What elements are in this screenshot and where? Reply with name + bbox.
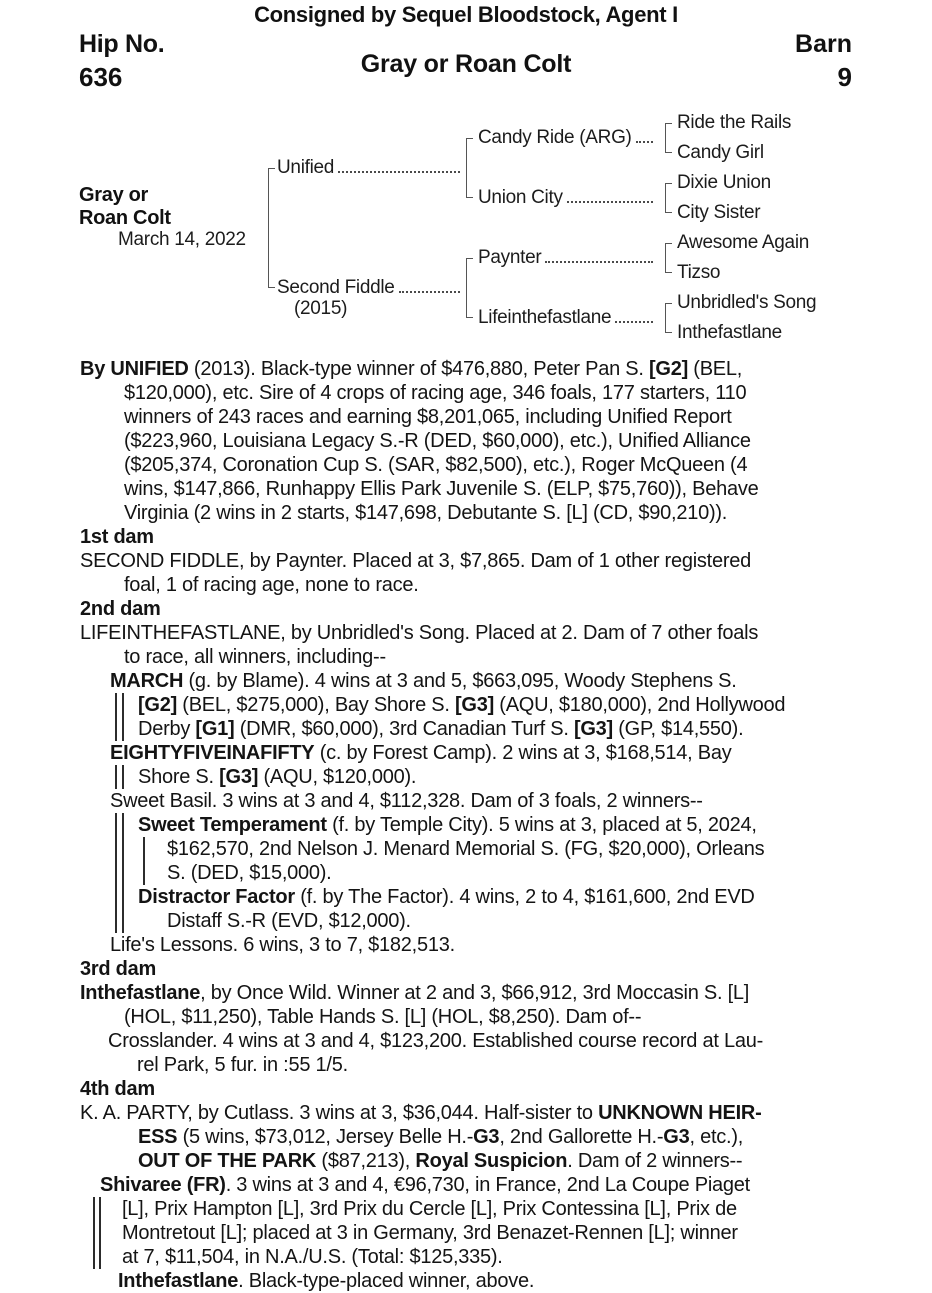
body-text-segment: (g. by Blame). 4 wins at 3 and 5, $663,095, Woody Stephens S. bbox=[183, 670, 737, 692]
pedigree-horse-name: Union City bbox=[478, 187, 563, 208]
pedigree-bracket bbox=[665, 303, 672, 333]
trace-bar bbox=[122, 813, 124, 837]
body-line-text bbox=[124, 381, 746, 405]
trace-bar bbox=[143, 861, 145, 885]
pedigree-gen3-name bbox=[677, 141, 764, 165]
body-line bbox=[80, 981, 902, 1005]
pedigree-horse-name: Candy Girl bbox=[677, 142, 764, 163]
body-line bbox=[80, 429, 902, 453]
body-line bbox=[80, 573, 902, 597]
pedigree-horse-name: City Sister bbox=[677, 202, 761, 223]
body-text-segment: (BEL, bbox=[687, 358, 743, 380]
body-text-segment: (GP, $14,550). bbox=[612, 718, 744, 740]
body-text-segment: Montretout [L]; placed at 3 in Germany, 3rd Benazet-Rennen [L]; winner bbox=[122, 1222, 738, 1244]
body-text-segment: , 2nd Gallorette H.- bbox=[499, 1126, 664, 1148]
pedigree-tree bbox=[0, 0, 932, 352]
body-bold-segment: 4th dam bbox=[80, 1078, 155, 1100]
body-text-segment: K. A. PARTY, by Cutlass. 3 wins at 3, $36,044. Half-sister to bbox=[80, 1102, 599, 1124]
body-line bbox=[80, 693, 902, 717]
pedigree-gen3-name bbox=[677, 171, 771, 195]
body-text-segment: Derby bbox=[138, 718, 196, 740]
body-text-segment: (f. by The Factor). 4 wins, 2 to 4, $161,600, 2nd EVD bbox=[294, 886, 755, 908]
body-text-segment: (5 wins, $73,012, Jersey Belle H.- bbox=[177, 1126, 474, 1148]
trace-bar bbox=[122, 909, 124, 933]
pedigree-gen2-name bbox=[478, 186, 655, 210]
body-bold-segment: OUT OF THE PARK bbox=[138, 1150, 317, 1172]
barn-label: Barn bbox=[795, 30, 852, 58]
body-text-segment: (f. by Temple City). 5 wins at 3, placed at 5, 2024, bbox=[326, 814, 757, 836]
body-line-text bbox=[124, 573, 419, 597]
body-line bbox=[80, 357, 902, 381]
body-line-text bbox=[167, 837, 764, 861]
body-line-text bbox=[137, 1053, 348, 1077]
body-text-segment: wins, $147,866, Runhappy Ellis Park Juvenile S. (ELP, $75,760)), Behave bbox=[124, 478, 759, 500]
pedigree-gen3-name bbox=[677, 321, 782, 345]
trace-bar bbox=[143, 837, 145, 861]
trace-bar bbox=[115, 693, 117, 717]
body-bold-segment: 3rd dam bbox=[80, 958, 157, 980]
pedigree-horse-name: Tizso bbox=[677, 262, 721, 283]
pedigree-horse-name: Inthefastlane bbox=[677, 322, 782, 343]
pedigree-horse-name: Candy Ride (ARG) bbox=[478, 127, 632, 148]
body-line bbox=[80, 405, 902, 429]
body-line-text bbox=[122, 1245, 503, 1269]
body-text-segment: . Dam of 2 winners-- bbox=[567, 1150, 743, 1172]
body-line bbox=[80, 717, 902, 741]
body-line bbox=[80, 933, 902, 957]
body-bold-segment: [G2] bbox=[648, 358, 688, 380]
body-line bbox=[80, 1029, 902, 1053]
body-line-text bbox=[167, 861, 331, 885]
trace-bar bbox=[93, 1245, 95, 1269]
subject-name bbox=[79, 184, 171, 230]
body-line-text bbox=[108, 1029, 763, 1053]
body-line-text bbox=[110, 669, 737, 693]
body-line bbox=[80, 885, 902, 909]
trace-bar bbox=[115, 885, 117, 909]
body-text-segment: $162,570, 2nd Nelson J. Menard Memorial S. (FG, $20,000), Orleans bbox=[167, 838, 765, 860]
body-line bbox=[80, 597, 902, 621]
body-line-text bbox=[124, 429, 751, 453]
body-bold-segment: Sweet Temperament bbox=[138, 814, 327, 836]
body-text-segment: (AQU, $120,000). bbox=[258, 766, 417, 788]
pedigree-bracket bbox=[665, 243, 672, 273]
body-line-text bbox=[122, 1197, 737, 1221]
trace-bar bbox=[115, 837, 117, 861]
pedigree-gen3-name bbox=[677, 261, 720, 285]
pedigree-bracket bbox=[665, 183, 672, 213]
body-line-text bbox=[167, 909, 411, 933]
body-text-segment: SECOND FIDDLE, by Paynter. Placed at 3, $7,865. Dam of 1 other registered bbox=[80, 550, 751, 572]
trace-bar bbox=[122, 837, 124, 861]
leader-dots bbox=[636, 141, 653, 143]
body-line-text bbox=[80, 981, 749, 1005]
pedigree-gen3-name bbox=[677, 231, 809, 255]
body-line bbox=[80, 1197, 902, 1221]
leader-dots bbox=[567, 201, 653, 203]
pedigree-bracket bbox=[466, 138, 473, 198]
body-line-text bbox=[118, 1269, 534, 1293]
body-line-text bbox=[110, 933, 455, 957]
trace-bar bbox=[122, 717, 124, 741]
body-text-segment: (c. by Forest Camp). 2 wins at 3, $168,514, Bay bbox=[314, 742, 732, 764]
body-line bbox=[80, 501, 902, 525]
body-line bbox=[80, 621, 902, 645]
body-line-text bbox=[80, 621, 758, 645]
body-text-segment: . 3 wins at 3 and 4, €96,730, in France, 2nd La Coupe Piaget bbox=[225, 1174, 750, 1196]
body-text-segment: , etc.), bbox=[689, 1126, 744, 1148]
body-line bbox=[80, 669, 902, 693]
hip-label: Hip No. bbox=[79, 30, 165, 58]
body-text-segment: at 7, $11,504, in N.A./U.S. (Total: $125,335). bbox=[122, 1246, 503, 1268]
body-text-segment: (AQU, $180,000), 2nd Hollywood bbox=[493, 694, 786, 716]
body-line bbox=[80, 813, 902, 837]
pedigree-horse-name: Unbridled's Song bbox=[677, 292, 817, 313]
body-text-segment: (2013). Black-type winner of $476,880, Peter Pan S. bbox=[188, 358, 649, 380]
hip-number: 636 bbox=[79, 62, 123, 92]
body-line bbox=[80, 837, 902, 861]
leader-dots bbox=[399, 291, 460, 293]
body-text-segment: Virginia (2 wins in 2 starts, $147,698, Debutante S. [L] (CD, $90,210)). bbox=[124, 502, 728, 524]
body-line-text bbox=[138, 1125, 743, 1149]
body-bold-segment: [G3] bbox=[219, 766, 259, 788]
body-line-text bbox=[80, 597, 161, 621]
body-line-text bbox=[124, 477, 759, 501]
body-text-segment: Life's Lessons. 6 wins, 3 to 7, $182,513. bbox=[110, 934, 455, 956]
body-text-segment: Crosslander. 4 wins at 3 and 4, $123,200. Established course record at Lau- bbox=[108, 1030, 763, 1052]
consignor-line: Consigned by Sequel Bloodstock, Agent I bbox=[254, 2, 678, 27]
body-text-segment: Sweet Basil. 3 wins at 3 and 4, $112,328. Dam of 3 foals, 2 winners-- bbox=[110, 790, 703, 812]
body-line bbox=[80, 381, 902, 405]
body-line bbox=[80, 1245, 902, 1269]
barn-number: 9 bbox=[837, 62, 852, 92]
body-bold-segment: Royal Suspicion bbox=[415, 1150, 568, 1172]
body-text-segment: ($223,960, Louisiana Legacy S.-R (DED, $60,000), etc.), Unified Alliance bbox=[124, 430, 751, 452]
body-line-text bbox=[138, 1149, 742, 1173]
trace-bar bbox=[99, 1245, 101, 1269]
body-line-text bbox=[138, 693, 785, 717]
pedigree-gen3-name bbox=[677, 291, 816, 315]
body-line bbox=[80, 1053, 902, 1077]
body-text-segment: ($205,374, Coronation Cup S. (SAR, $82,500), etc.), Roger McQueen (4 bbox=[124, 454, 748, 476]
body-line bbox=[80, 1077, 902, 1101]
body-line bbox=[80, 1269, 902, 1293]
body-line-text bbox=[124, 405, 732, 429]
trace-bar bbox=[99, 1221, 101, 1245]
body-line-text bbox=[80, 357, 742, 381]
body-text-segment: (HOL, $11,250), Table Hands S. [L] (HOL, $8,250). Dam of-- bbox=[124, 1006, 642, 1028]
pedigree-gen2-name bbox=[478, 126, 655, 150]
trace-bar bbox=[93, 1221, 95, 1245]
foal-date: March 14, 2022 bbox=[118, 229, 246, 250]
pedigree-bracket bbox=[665, 123, 672, 153]
trace-bar bbox=[115, 861, 117, 885]
body-line bbox=[80, 741, 902, 765]
leader-dots bbox=[338, 171, 460, 173]
pedigree-horse-name: Ride the Rails bbox=[677, 112, 792, 133]
body-bold-segment: [G1] bbox=[195, 718, 235, 740]
body-bold-segment: MARCH bbox=[110, 670, 184, 692]
body-line bbox=[80, 453, 902, 477]
body-bold-segment: [G2] bbox=[138, 694, 177, 716]
body-line bbox=[80, 1149, 902, 1173]
body-line-text bbox=[138, 885, 755, 909]
page-title: Gray or Roan Colt bbox=[360, 50, 572, 78]
trace-bar bbox=[93, 1197, 95, 1221]
body-line-text bbox=[80, 1101, 762, 1125]
body-line-text bbox=[138, 717, 743, 741]
body-text-segment: (DMR, $60,000), 3rd Canadian Turf S. bbox=[234, 718, 574, 740]
body-bold-segment: [G3] bbox=[573, 718, 613, 740]
body-bold-segment: Inthefastlane bbox=[118, 1270, 239, 1292]
subject-name-line1: Gray or bbox=[79, 184, 149, 206]
body-bold-segment: G3 bbox=[473, 1126, 500, 1148]
body-line bbox=[80, 645, 902, 669]
body-text-segment: Shore S. bbox=[138, 766, 220, 788]
trace-bar bbox=[115, 813, 117, 837]
pedigree-gen3-name bbox=[677, 111, 791, 135]
body-text-segment: , by Once Wild. Winner at 2 and 3, $66,912, 3rd Moccasin S. [L] bbox=[200, 982, 750, 1004]
body-text-segment: LIFEINTHEFASTLANE, by Unbridled's Song. Placed at 2. Dam of 7 other foals bbox=[80, 622, 759, 644]
body-text-segment: [L], Prix Hampton [L], 3rd Prix du Cercle [L], Prix Contessina [L], Prix de bbox=[122, 1198, 737, 1220]
body-text-segment: ($87,213), bbox=[316, 1150, 416, 1172]
body-bold-segment: EIGHTYFIVEINAFIFTY bbox=[110, 742, 315, 764]
pedigree-bracket bbox=[268, 168, 275, 288]
pedigree-gen2-name bbox=[478, 306, 655, 330]
body-text-segment: rel Park, 5 fur. in :55 1/5. bbox=[137, 1054, 348, 1076]
body-line bbox=[80, 1221, 902, 1245]
body-line bbox=[80, 1125, 902, 1149]
trace-bar bbox=[122, 693, 124, 717]
body-text-segment: winners of 243 races and earning $8,201,065, including Unified Report bbox=[124, 406, 732, 428]
body-bold-segment: UNKNOWN HEIR- bbox=[598, 1102, 762, 1124]
pedigree-bracket bbox=[466, 258, 473, 318]
body-bold-segment: ESS bbox=[138, 1126, 178, 1148]
pedigree-gen2-name bbox=[478, 246, 655, 270]
body-line-text bbox=[110, 741, 732, 765]
trace-bar bbox=[115, 765, 117, 789]
body-text-segment: S. (DED, $15,000). bbox=[167, 862, 332, 884]
pedigree-horse-name: Lifeinthefastlane bbox=[478, 307, 612, 328]
body-bold-segment: Distractor Factor bbox=[138, 886, 295, 908]
body-line-text bbox=[80, 957, 156, 981]
body-text-segment: Distaff S.-R (EVD, $12,000). bbox=[167, 910, 411, 932]
body-text bbox=[80, 357, 902, 1293]
body-bold-segment: Inthefastlane bbox=[80, 982, 201, 1004]
body-line-text bbox=[124, 453, 747, 477]
body-line-text bbox=[124, 645, 386, 669]
body-line-text bbox=[80, 549, 751, 573]
body-bold-segment: 2nd dam bbox=[80, 598, 161, 620]
body-line bbox=[80, 1101, 902, 1125]
pedigree-gen1-name bbox=[277, 156, 462, 180]
body-line-text bbox=[80, 525, 154, 549]
subject-name-line2: Roan Colt bbox=[79, 207, 171, 229]
body-line-text bbox=[138, 813, 757, 837]
body-line-text bbox=[124, 501, 727, 525]
body-line bbox=[80, 525, 902, 549]
body-line-text bbox=[100, 1173, 750, 1197]
trace-bar bbox=[115, 909, 117, 933]
trace-bar bbox=[122, 861, 124, 885]
body-text-segment: . Black-type-placed winner, above. bbox=[238, 1270, 535, 1292]
trace-bar bbox=[99, 1197, 101, 1221]
body-text-segment: to race, all winners, including-- bbox=[124, 646, 386, 668]
pedigree-gen1-year: (2015) bbox=[294, 298, 348, 319]
body-line bbox=[80, 477, 902, 501]
body-line bbox=[80, 765, 902, 789]
body-text-segment: foal, 1 of racing age, none to race. bbox=[124, 574, 419, 596]
body-bold-segment: 1st dam bbox=[80, 526, 154, 548]
trace-bar bbox=[115, 717, 117, 741]
body-text-segment: (BEL, $275,000), Bay Shore S. bbox=[177, 694, 455, 716]
body-line bbox=[80, 789, 902, 813]
body-bold-segment: By UNIFIED bbox=[80, 358, 189, 380]
body-text-segment: $120,000), etc. Sire of 4 crops of racing age, 346 foals, 177 starters, 110 bbox=[124, 382, 747, 404]
leader-dots bbox=[615, 321, 653, 323]
body-line-text bbox=[138, 765, 416, 789]
pedigree-gen3-name bbox=[677, 201, 760, 225]
body-bold-segment: [G3] bbox=[454, 694, 494, 716]
pedigree-horse-name: Unified bbox=[277, 157, 335, 178]
body-bold-segment: G3 bbox=[663, 1126, 690, 1148]
body-line bbox=[80, 549, 902, 573]
pedigree-horse-name: Second Fiddle bbox=[277, 277, 395, 298]
body-line-text bbox=[110, 789, 703, 813]
pedigree-horse-name: Paynter bbox=[478, 247, 542, 268]
trace-bar bbox=[122, 885, 124, 909]
body-line-text bbox=[124, 1005, 641, 1029]
body-line bbox=[80, 1173, 902, 1197]
pedigree-horse-name: Dixie Union bbox=[677, 172, 771, 193]
trace-bar bbox=[122, 765, 124, 789]
body-line bbox=[80, 1005, 902, 1029]
body-bold-segment: Shivaree (FR) bbox=[100, 1174, 226, 1196]
body-line-text bbox=[80, 1077, 155, 1101]
pedigree-gen1-name bbox=[277, 276, 462, 300]
body-line-text bbox=[122, 1221, 738, 1245]
body-line bbox=[80, 861, 902, 885]
body-line bbox=[80, 909, 902, 933]
leader-dots bbox=[545, 261, 653, 263]
pedigree-horse-name: Awesome Again bbox=[677, 232, 810, 253]
body-line bbox=[80, 957, 902, 981]
